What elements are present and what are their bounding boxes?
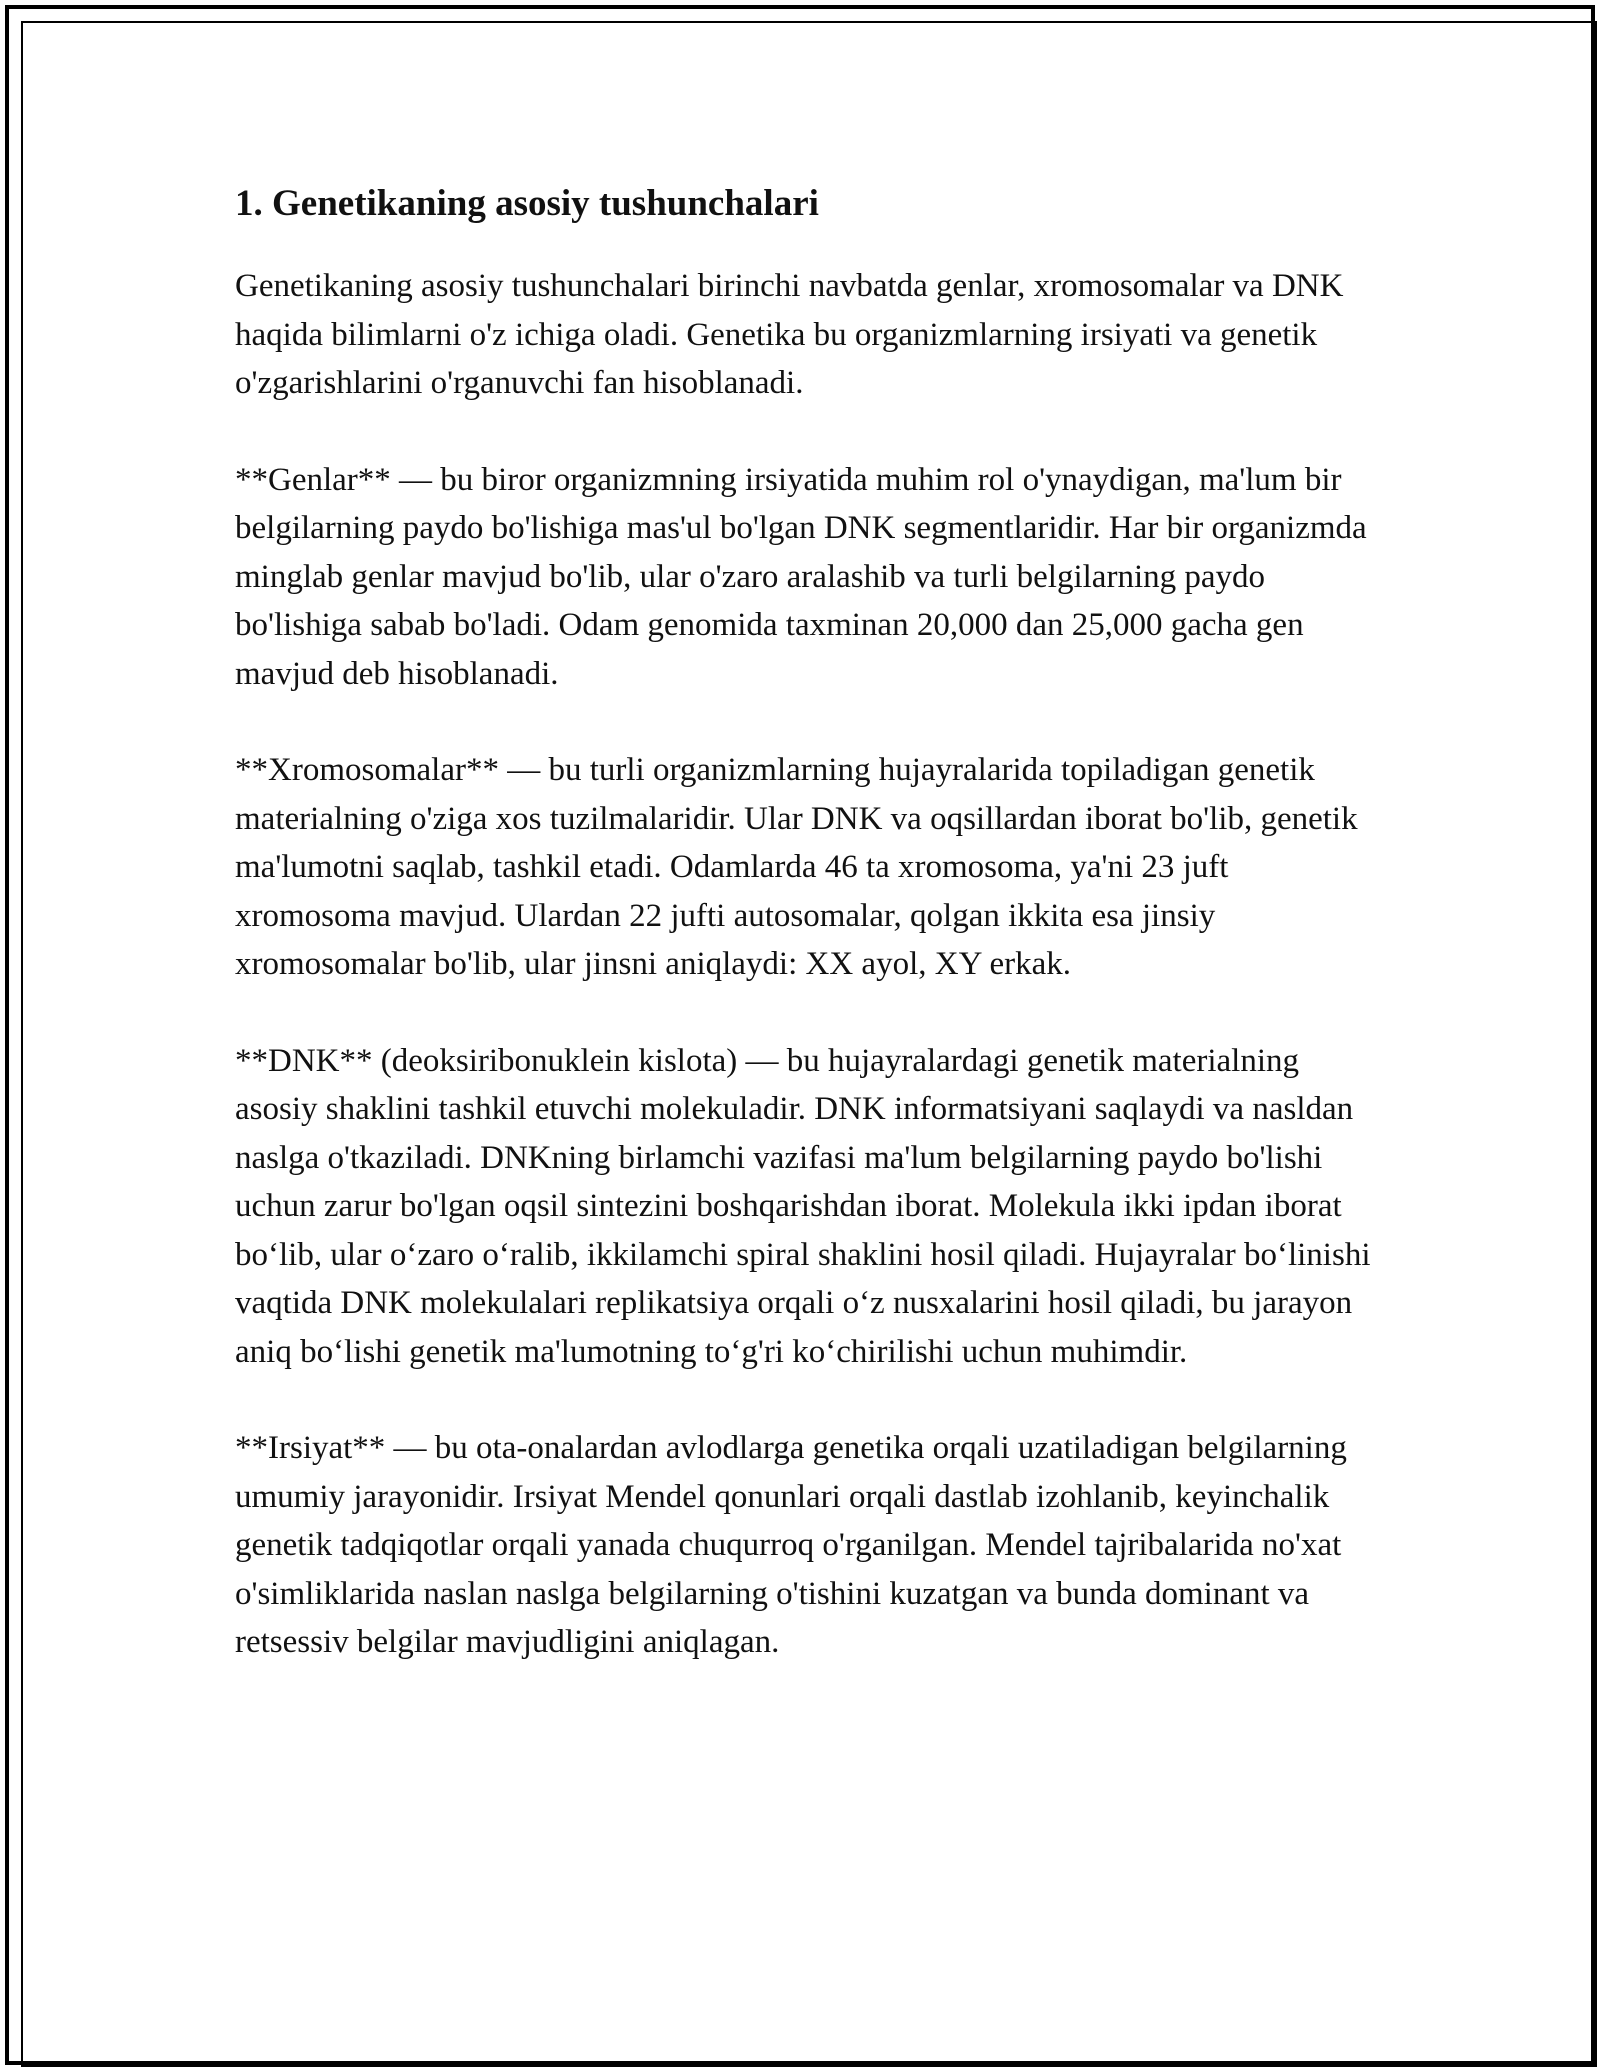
genes-paragraph: **Genlar** — bu biror organizmning irsiyatida muhim rol o'ynaydigan, ma'lum bir belgilarning paydo bo'lishiga mas'ul bo'lgan DNK segmentlaridir. Har bir organizmda minglab genlar mavjud bo'lib, ular o'zaro aralashib va turli belgilarning paydo bo'lishiga sabab bo'ladi. Odam genomida taxminan 20,000 dan 25,000 gacha gen mavjud deb hisoblanadi.: [235, 461, 1367, 692]
intro-paragraph: Genetikaning asosiy tushunchalari birinchi navbatda genlar, xromosomalar va DNK haqida bilimlarni o'z ichiga oladi. Genetika bu organizmlarning irsiyati va genetik o'zgarishlarini o'rganuvchi fan hisoblanadi.: [235, 268, 1344, 402]
document-body: [235, 180, 1375, 1715]
chromosomes-paragraph: **Xromosomalar** — bu turli organizmlarning hujayralarida topiladigan genetik materialning o'ziga xos tuzilmalaridir. Ular DNK va oqsillardan iborat bo'lib, genetik ma'lumotni saqlab, tashkil etadi. Odamlarda 46 ta xromosoma, ya'ni 23 juft xromosoma mavjud. Ulardan 22 jufti autosomalar, qolgan ikkita esa jinsiy xromosomalar bo'lib, ular jinsni aniqlaydi: XX ayol, XY erkak.: [235, 752, 1358, 983]
heredity-paragraph: **Irsiyat** — bu ota-onalardan avlodlarga genetika orqali uzatiladigan belgilarning umumiy jarayonidir. Irsiyat Mendel qonunlari orqali dastlab izohlanib, keyinchalik genetik tadqiqotlar orqali yanada chuqurroq o'rganilgan. Mendel tajribalarida no'xat o'simliklarida naslan naslga belgilarning o'tishini kuzatgan va bunda dominant va retsessiv belgilar mavjudligini aniqlagan.: [235, 1430, 1347, 1661]
section-title: 1. Genetikaning asosiy tushunchalari: [235, 183, 819, 224]
dna-paragraph: **DNK** (deoksiribonuklein kislota) — bu hujayralardagi genetik materialning asosiy shaklini tashkil etuvchi molekuladir. DNK informatsiyani saqlaydi va nasldan naslga o'tkaziladi. DNKning birlamchi vazifasi ma'lum belgilarning paydo bo'lishi uchun zarur bo'lgan oqsil sintezini boshqarishdan iborat. Molekula ikki ipdan iborat boʻlib, ular oʻzaro oʻralib, ikkilamchi spiral shaklini hosil qiladi. Hujayralar boʻlinishi vaqtida DNK molekulalari replikatsiya orqali oʻz nusxalarini hosil qiladi, bu jarayon aniq boʻlishi genetik ma'lumotning toʻg'ri koʻchirilishi uchun muhimdir.: [235, 1042, 1371, 1370]
